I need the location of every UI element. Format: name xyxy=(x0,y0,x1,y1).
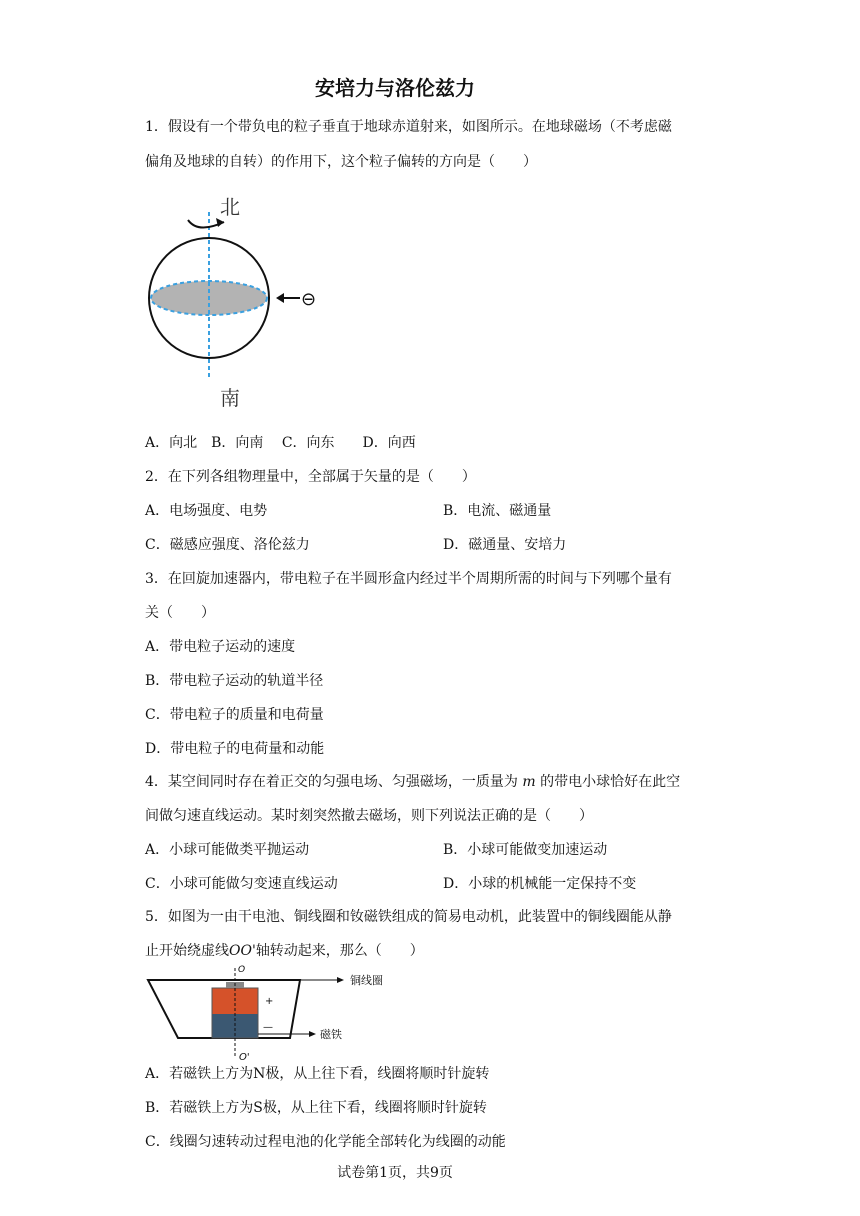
q4-option-c: C．小球可能做匀变速直线运动 xyxy=(145,876,338,892)
page-footer: 试卷第1页，共9页 xyxy=(337,1165,453,1181)
q3-option-a: A．带电粒子运动的速度 xyxy=(145,639,296,655)
q4-option-d: D．小球的机械能一定保持不变 xyxy=(443,876,637,892)
q5-stem-line2: 止开始绕虚线OO'轴转动起来，那么（ ） xyxy=(145,943,424,959)
particle-symbol: ⊖ xyxy=(301,289,317,310)
q4-option-a: A．小球可能做类平抛运动 xyxy=(145,842,310,858)
bottom-axis-label: O' xyxy=(239,1052,250,1062)
q2-option-c: C．磁感应强度、洛伦兹力 xyxy=(145,537,310,553)
q2-option-a: A．电场强度、电势 xyxy=(145,503,268,519)
motor-figure xyxy=(140,962,400,1062)
q5-stem-line1: 5．如图为一由干电池、铜线圈和钕磁铁组成的简易电动机，此装置中的铜线圈能从静 xyxy=(145,909,672,925)
q3-option-c: C．带电粒子的质量和电荷量 xyxy=(145,707,324,723)
q2-option-d: D．磁通量、安培力 xyxy=(443,537,567,553)
south-label: 南 xyxy=(220,386,240,410)
q3-stem-line2: 关（ ） xyxy=(145,605,215,621)
mass-variable: m xyxy=(522,774,536,790)
q5-option-c: C．线圈匀速转动过程电池的化学能全部转化为线圈的动能 xyxy=(145,1134,506,1150)
plus-sign: + xyxy=(265,996,274,1007)
q4-stem-line2: 间做匀速直线运动。某时刻突然撤去磁场，则下列说法正确的是（ ） xyxy=(145,808,593,824)
q4-option-b: B．小球可能做变加速运动 xyxy=(443,842,608,858)
q1-stem-line2: 偏角及地球的自转）的作用下，这个粒子偏转的方向是（ ） xyxy=(145,154,537,170)
q2-option-b: B．电流、磁通量 xyxy=(443,503,552,519)
axis-variable: OO' xyxy=(229,943,256,959)
page-title: 安培力与洛伦兹力 xyxy=(315,76,475,100)
q5-option-b: B．若磁铁上方为S极，从上往下看，线圈将顺时针旋转 xyxy=(145,1100,487,1116)
north-label: 北 xyxy=(220,195,240,219)
coil-label: 铜线圈 xyxy=(350,974,383,987)
q2-stem: 2．在下列各组物理量中，全部属于矢量的是（ ） xyxy=(145,469,476,485)
q3-option-d: D．带电粒子的电荷量和动能 xyxy=(145,741,325,757)
q4-stem-line1: 4．某空间同时存在着正交的匀强电场、匀强磁场，一质量为 m 的带电小球恰好在此空 xyxy=(145,774,681,790)
minus-sign: — xyxy=(263,1022,273,1033)
q3-stem-line1: 3．在回旋加速器内，带电粒子在半圆形盒内经过半个周期所需的时间与下列哪个量有 xyxy=(145,571,672,587)
q1-options: A．向北 B．向南 C．向东 D．向西 xyxy=(145,435,416,451)
magnet-label: 磁铁 xyxy=(320,1028,342,1041)
earth-figure xyxy=(140,190,340,415)
top-axis-label: O xyxy=(238,965,246,975)
q3-option-b: B．带电粒子运动的轨道半径 xyxy=(145,673,324,689)
q5-option-a: A．若磁铁上方为N极，从上往下看，线圈将顺时针旋转 xyxy=(145,1066,490,1082)
q1-stem-line1: 1．假设有一个带负电的粒子垂直于地球赤道射来，如图所示。在地球磁场（不考虑磁 xyxy=(145,119,672,135)
